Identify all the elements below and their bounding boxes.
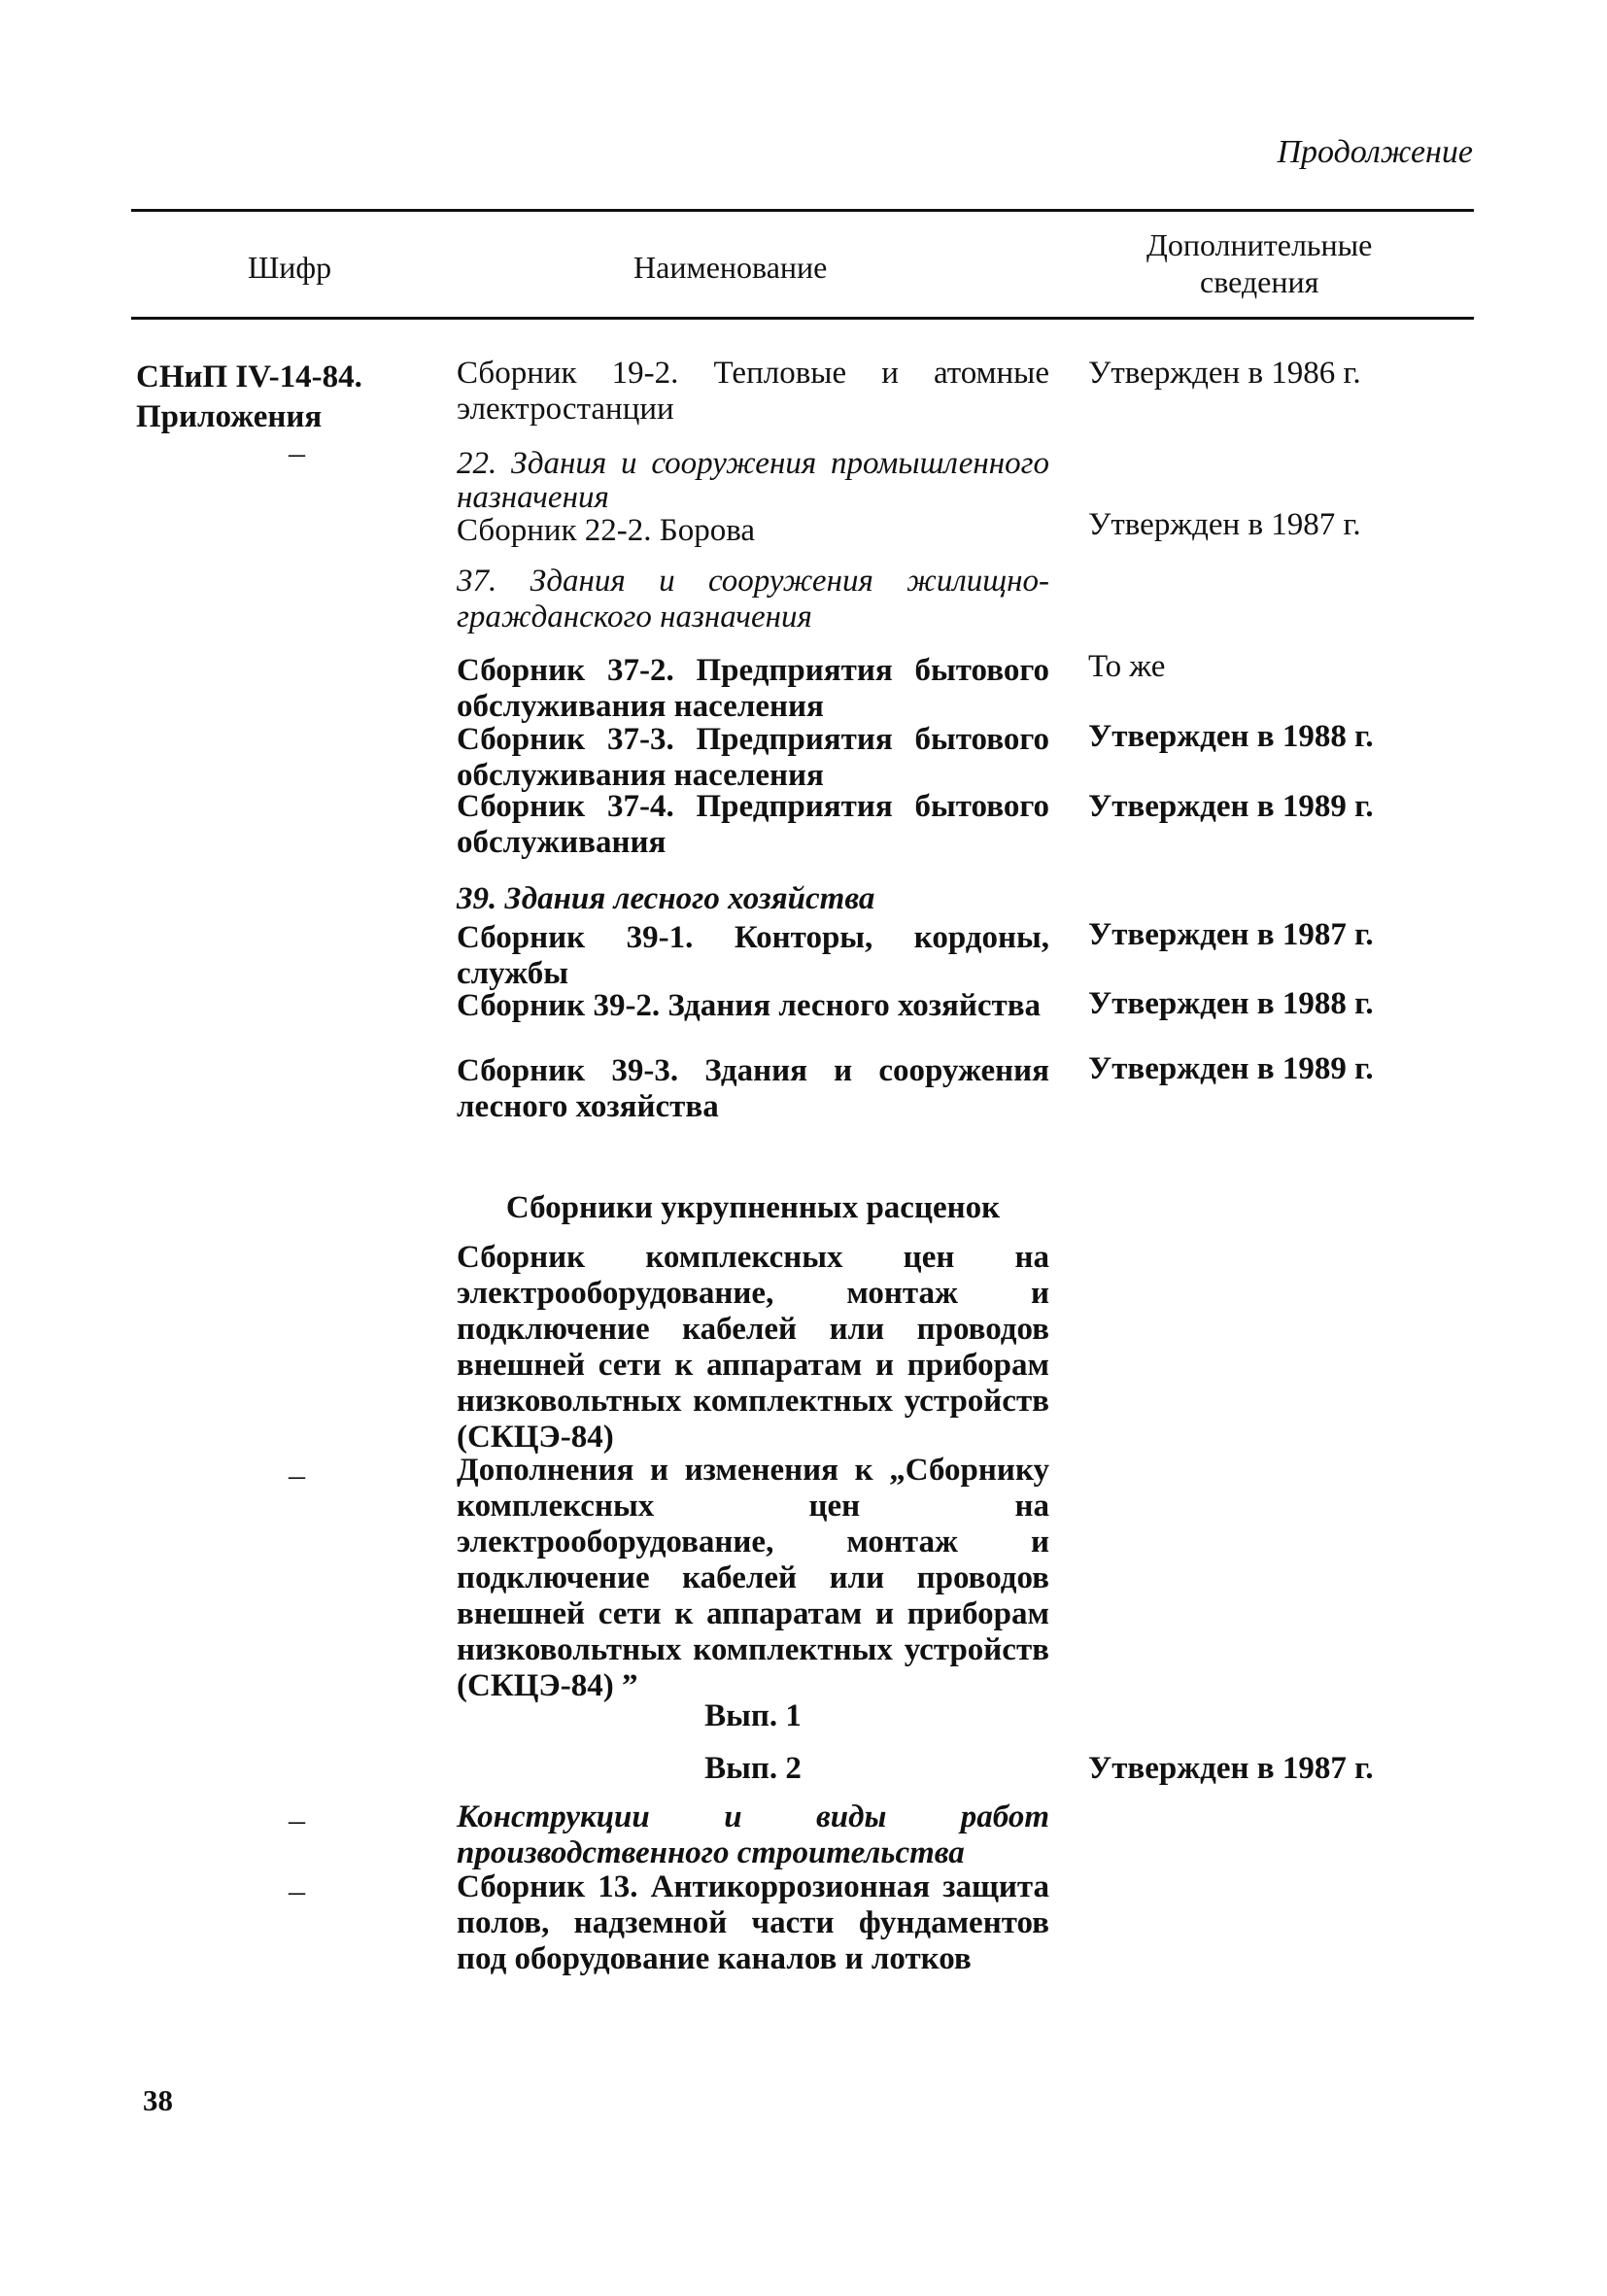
table-row-info: Утвержден в 1986 г.	[1088, 356, 1361, 391]
table-row-info: Утвержден в 1987 г.	[1088, 507, 1361, 542]
table-header-rule	[131, 317, 1474, 320]
continuation-label: Продолжение	[1277, 134, 1473, 170]
dash-mark: –	[289, 1457, 305, 1493]
dash-mark: –	[289, 435, 305, 471]
header-info	[1146, 226, 1372, 300]
table-row-info: Утвержден в 1988 г.	[1088, 719, 1374, 754]
table-top-rule	[131, 209, 1474, 212]
code-line1: СНиП IV-14-84.	[136, 360, 362, 394]
section-heading: 37. Здания и сооружения жилищно-гражданского назначения	[457, 564, 1049, 634]
table-row-name: Сборник 13. Антикоррозионная защита полов, надземной части фундаментов под оборудование каналов и лотков	[457, 1869, 1049, 1976]
code-cell	[136, 358, 362, 437]
table-row-name: Вып. 1	[704, 1698, 802, 1733]
dash-mark: –	[289, 1802, 305, 1838]
table-row-info: Утвержден в 1988 г.	[1088, 986, 1374, 1021]
table-row-name: Сборник 37-4. Предприятия бытового обслуживания	[457, 789, 1049, 860]
table-row-info: То же	[1088, 649, 1166, 684]
table-row-name: Вып. 2	[704, 1751, 802, 1786]
header-name: Наименование	[633, 250, 828, 285]
table-row-info: Утвержден в 1989 г.	[1088, 789, 1374, 824]
section-heading: Сборники укрупненных расценок	[505, 1190, 1001, 1225]
table-row-name: Сборник 39-3. Здания и сооружения лесного хозяйства	[457, 1053, 1049, 1124]
table-row-name: Сборник 37-2. Предприятия бытового обслуживания населения	[457, 653, 1049, 724]
table-row-info: Утвержден в 1987 г.	[1088, 917, 1374, 952]
table-row-info: Утвержден в 1987 г.	[1088, 1751, 1374, 1786]
header-info-line1: Дополнительные	[1146, 227, 1373, 262]
page-number: 38	[143, 2083, 173, 2117]
header-info-line2: сведения	[1199, 264, 1319, 299]
section-heading: 39. Здания лесного хозяйства	[457, 881, 875, 916]
dash-mark: –	[289, 1873, 305, 1909]
table-row-name: Сборник 39-1. Конторы, кордоны, службы	[457, 920, 1049, 991]
table-row-name: Сборник 39-2. Здания лесного хозяйства	[457, 988, 1042, 1023]
section-heading: 22. Здания и сооружения промышленного назначения	[457, 446, 1049, 515]
code-line2: Приложения	[136, 399, 323, 434]
table-row-name: Сборник 37-3. Предприятия бытового обслуживания населения	[457, 722, 1049, 793]
table-row-info: Утвержден в 1989 г.	[1088, 1051, 1374, 1086]
table-row-name: Сборник 19-2. Тепловые и атомные электростанции	[457, 356, 1049, 427]
table-row-name: Сборник 22-2. Борова	[457, 513, 756, 548]
header-code: Шифр	[248, 250, 332, 285]
section-heading: Конструкции и виды работ производственного строительства	[457, 1799, 1049, 1870]
table-row-name: Дополнения и изменения к „Сборнику комплексных цен на электрооборудование, монтаж и подключение кабелей или проводов внешней сети к аппаратам и приборам низковольтных комплектных устройств (СКЦЭ-84) ”	[457, 1453, 1049, 1703]
table-row-name: Сборник комплексных цен на электрооборудование, монтаж и подключение кабелей или проводов внешней сети к аппаратам и приборам низковольтных комплектных устройств (СКЦЭ-84)	[457, 1240, 1049, 1455]
